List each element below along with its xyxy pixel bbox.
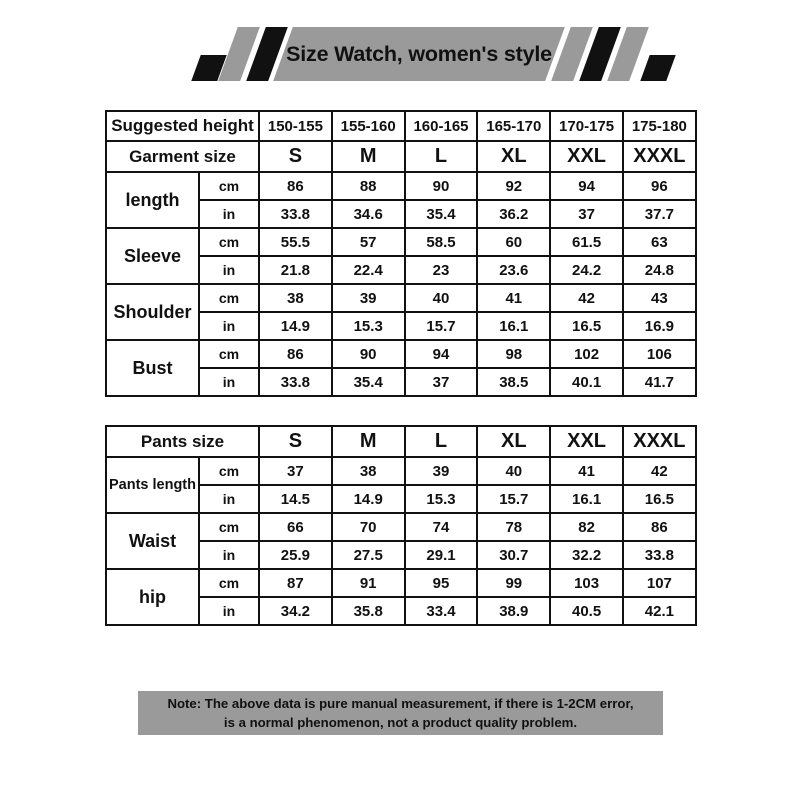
measure-value: 94 [405, 340, 478, 368]
measure-value: 37 [550, 200, 623, 228]
measure-value: 99 [477, 569, 550, 597]
measure-label-pants-length: Pants length [106, 457, 199, 513]
measure-value: 70 [332, 513, 405, 541]
size-code-cell: XXXL [623, 426, 696, 457]
size-code-cell: XXXL [623, 141, 696, 172]
measure-value: 103 [550, 569, 623, 597]
size-code-cell: M [332, 141, 405, 172]
measure-value: 15.3 [332, 312, 405, 340]
pants-size-table [105, 425, 697, 626]
measure-value: 16.5 [623, 485, 696, 513]
measure-value: 41 [550, 457, 623, 485]
unit-cell-cm: cm [199, 457, 259, 485]
unit-cell-in: in [199, 200, 259, 228]
measure-value: 21.8 [259, 256, 332, 284]
measure-value: 43 [623, 284, 696, 312]
pants-size-label: Pants size [106, 426, 259, 457]
measure-value: 32.2 [550, 541, 623, 569]
unit-cell-cm: cm [199, 284, 259, 312]
measure-value: 60 [477, 228, 550, 256]
measure-value: 27.5 [332, 541, 405, 569]
measurement-note [138, 691, 663, 735]
measure-label-shoulder: Shoulder [106, 284, 199, 340]
measure-value: 86 [259, 340, 332, 368]
table-row-bust-cm [106, 340, 696, 368]
measure-value: 41 [477, 284, 550, 312]
table-row-pants-size [106, 426, 696, 457]
unit-cell-cm: cm [199, 340, 259, 368]
measure-value: 37.7 [623, 200, 696, 228]
table-row-length-cm [106, 172, 696, 200]
measure-value: 102 [550, 340, 623, 368]
measure-value: 87 [259, 569, 332, 597]
measure-value: 90 [332, 340, 405, 368]
measure-value: 14.9 [332, 485, 405, 513]
measure-value: 15.3 [405, 485, 478, 513]
measure-value: 42 [550, 284, 623, 312]
measure-value: 58.5 [405, 228, 478, 256]
measure-value: 41.7 [623, 368, 696, 396]
size-code-cell: XL [477, 426, 550, 457]
measure-value: 106 [623, 340, 696, 368]
measure-value: 86 [623, 513, 696, 541]
measure-value: 66 [259, 513, 332, 541]
measure-value: 39 [405, 457, 478, 485]
size-code-cell: S [259, 426, 332, 457]
measure-value: 15.7 [477, 485, 550, 513]
measure-value: 33.8 [259, 200, 332, 228]
measure-label-waist: Waist [106, 513, 199, 569]
measure-value: 38 [332, 457, 405, 485]
measure-value: 92 [477, 172, 550, 200]
page-title: Size Watch, women's style [286, 41, 552, 66]
table-row-sleeve-cm [106, 228, 696, 256]
measure-label-sleeve: Sleeve [106, 228, 199, 284]
measure-value: 16.5 [550, 312, 623, 340]
size-code-cell: S [259, 141, 332, 172]
size-code-cell: L [405, 426, 478, 457]
measure-value: 16.1 [477, 312, 550, 340]
measure-value: 24.8 [623, 256, 696, 284]
measure-value: 98 [477, 340, 550, 368]
measure-value: 82 [550, 513, 623, 541]
size-code-cell: XXL [550, 426, 623, 457]
measure-value: 16.1 [550, 485, 623, 513]
size-code-cell: L [405, 141, 478, 172]
measure-value: 16.9 [623, 312, 696, 340]
measure-value: 23.6 [477, 256, 550, 284]
size-code-cell: XL [477, 141, 550, 172]
measure-value: 63 [623, 228, 696, 256]
measure-value: 91 [332, 569, 405, 597]
decor-stub-right [640, 55, 675, 81]
measure-value: 14.9 [259, 312, 332, 340]
measure-value: 37 [259, 457, 332, 485]
unit-cell-cm: cm [199, 513, 259, 541]
measure-value: 94 [550, 172, 623, 200]
measure-value: 33.8 [623, 541, 696, 569]
measure-value: 34.2 [259, 597, 332, 625]
unit-cell-in: in [199, 485, 259, 513]
measure-value: 90 [405, 172, 478, 200]
unit-cell-in: in [199, 368, 259, 396]
unit-cell-cm: cm [199, 172, 259, 200]
table-row-pants-length-cm [106, 457, 696, 485]
measure-value: 25.9 [259, 541, 332, 569]
measure-value: 88 [332, 172, 405, 200]
measure-value: 40.1 [550, 368, 623, 396]
height-range-cell: 175-180 [623, 111, 696, 141]
measure-value: 78 [477, 513, 550, 541]
measure-value: 30.7 [477, 541, 550, 569]
measure-value: 37 [405, 368, 478, 396]
measure-value: 40 [405, 284, 478, 312]
measure-value: 42.1 [623, 597, 696, 625]
measure-label-length: length [106, 172, 199, 228]
measure-value: 74 [405, 513, 478, 541]
unit-cell-in: in [199, 256, 259, 284]
unit-cell-in: in [199, 597, 259, 625]
garment-size-table [105, 110, 697, 397]
height-range-cell: 160-165 [405, 111, 478, 141]
size-code-cell: M [332, 426, 405, 457]
note-line-1: Note: The above data is pure manual measurement, if there is 1-2CM error, [167, 695, 634, 711]
measure-value: 36.2 [477, 200, 550, 228]
measure-value: 22.4 [332, 256, 405, 284]
measure-value: 35.4 [405, 200, 478, 228]
table-row-garment-size [106, 141, 696, 172]
table-row-suggested-height [106, 111, 696, 141]
unit-cell-cm: cm [199, 228, 259, 256]
table-row-hip-cm [106, 569, 696, 597]
height-range-cell: 155-160 [332, 111, 405, 141]
measure-value: 86 [259, 172, 332, 200]
measure-value: 24.2 [550, 256, 623, 284]
measure-value: 57 [332, 228, 405, 256]
measure-value: 96 [623, 172, 696, 200]
height-range-cell: 170-175 [550, 111, 623, 141]
measure-value: 38.9 [477, 597, 550, 625]
measure-value: 95 [405, 569, 478, 597]
table-row-shoulder-cm [106, 284, 696, 312]
measure-value: 40 [477, 457, 550, 485]
measure-value: 38.5 [477, 368, 550, 396]
title-banner [0, 25, 800, 83]
measure-value: 42 [623, 457, 696, 485]
measure-value: 33.8 [259, 368, 332, 396]
measure-value: 23 [405, 256, 478, 284]
measure-value: 35.8 [332, 597, 405, 625]
measure-value: 40.5 [550, 597, 623, 625]
measure-value: 39 [332, 284, 405, 312]
unit-cell-in: in [199, 312, 259, 340]
unit-cell-cm: cm [199, 569, 259, 597]
suggested-height-label: Suggested height [106, 111, 259, 141]
measure-value: 61.5 [550, 228, 623, 256]
table-row-waist-cm [106, 513, 696, 541]
measure-label-hip: hip [106, 569, 199, 625]
measure-value: 107 [623, 569, 696, 597]
height-range-cell: 165-170 [477, 111, 550, 141]
measure-value: 38 [259, 284, 332, 312]
note-line-2: is a normal phenomenon, not a product quality problem. [223, 715, 578, 730]
measure-value: 55.5 [259, 228, 332, 256]
measure-value: 15.7 [405, 312, 478, 340]
height-range-cell: 150-155 [259, 111, 332, 141]
measure-value: 35.4 [332, 368, 405, 396]
measure-value: 14.5 [259, 485, 332, 513]
size-code-cell: XXL [550, 141, 623, 172]
measure-label-bust: Bust [106, 340, 199, 396]
measure-value: 29.1 [405, 541, 478, 569]
measure-value: 33.4 [405, 597, 478, 625]
garment-size-label: Garment size [106, 141, 259, 172]
measure-value: 34.6 [332, 200, 405, 228]
unit-cell-in: in [199, 541, 259, 569]
